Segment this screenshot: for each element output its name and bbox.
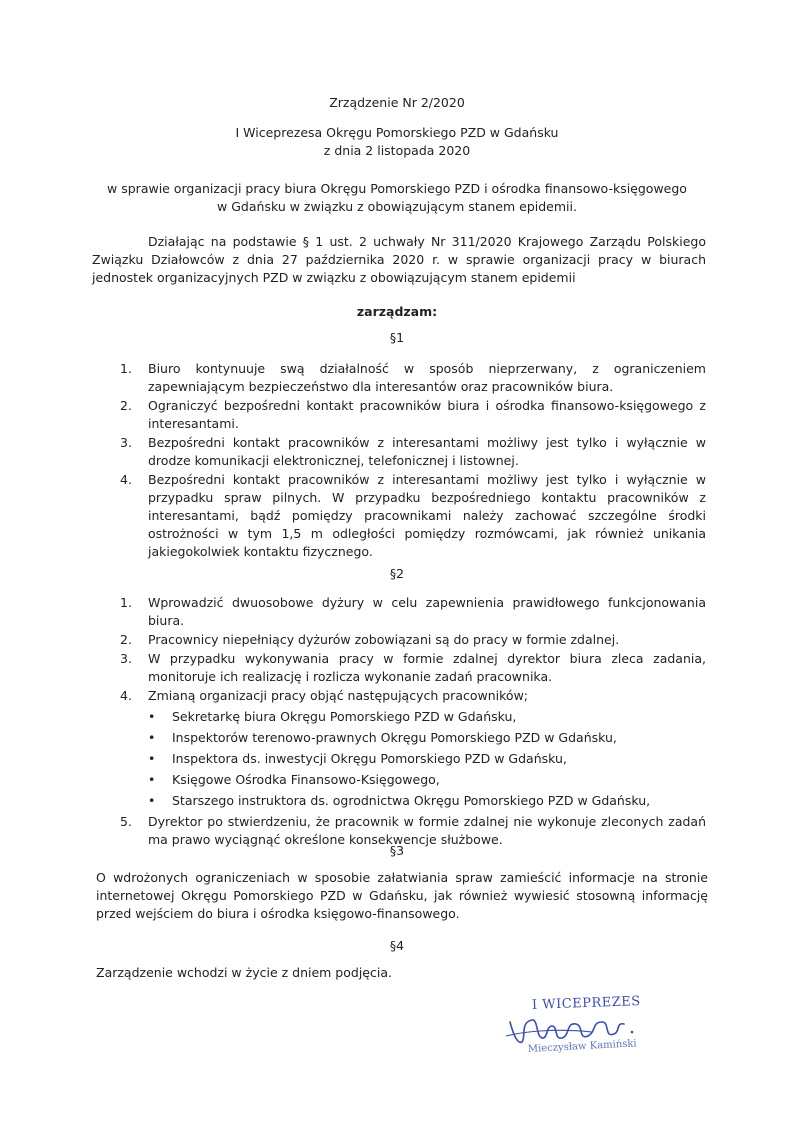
item-text: Bezpośredni kontakt pracowników z interesantami możliwy jest tylko i wyłącznie w przypadku spraw pilnych. W przypadku bezpośredniego kontaktu pracowników z interesantami, bądź pomiędzy pracownikami należy zachować szczególne środki ostrożności w tym 1,5 m odległości pomiędzy rozmówcami, jak również unikania jakiegokolwiek kontaktu fizycznego. — [148, 472, 706, 559]
section-heading-2: §2 — [389, 566, 405, 581]
section-1-list — [120, 360, 706, 562]
section-2-list — [120, 594, 706, 850]
bullet-item: • Sekretarkę biura Okręgu Pomorskiego PZD w Gdańsku, — [148, 708, 706, 726]
issuer-block — [0, 124, 794, 160]
preamble: Działając na podstawie § 1 ust. 2 uchwały Nr 311/2020 Krajowego Zarządu Polskiego Związku Działowców z dnia 27 października 2020 r. w sprawie organizacji pracy w biurach jednostek organizacyjnych PZD w związku z obowiązującym stanem epidemii — [92, 234, 706, 285]
section-heading-1: §1 — [389, 330, 405, 345]
list-item — [120, 434, 706, 470]
item-text: W przypadku wykonywania pracy w formie zdalnej dyrektor biura zleca zadania, monitoruje ich realizację i rozlicza wykonanie zadań pracownika. — [148, 651, 706, 684]
item-number: 1. — [120, 595, 132, 610]
list-item — [120, 687, 706, 810]
item-text: Zmianą organizacji pracy objąć następujących pracowników; — [148, 688, 528, 703]
section-heading-3: §3 — [389, 843, 405, 858]
subject-line: w Gdańsku w związku z obowiązującym stanem epidemii. — [217, 199, 577, 214]
section-3-text: O wdrożonych ograniczeniach w sposobie załatwiania spraw zamieścić informacje na stronie internetowej Okręgu Pomorskiego PZD w Gdańsku, jak również wywiesić stosowną informację przed wejściem do biura i ośrodka księgowo-finansowego. — [96, 870, 708, 921]
issue-date: z dnia 2 listopada 2020 — [323, 143, 471, 158]
bullet-item: • Starszego instruktora ds. ogrodnictwa Okręgu Pomorskiego PZD w Gdańsku, — [148, 792, 706, 810]
document-title: Zrządzenie Nr 2/2020 — [329, 95, 465, 110]
stamp-text: I WICEPREZES — [531, 994, 641, 1013]
list-item — [120, 631, 706, 649]
signature-stamp — [492, 992, 662, 1062]
item-number: 4. — [120, 688, 132, 703]
bullet-item: • Inspektora ds. inwestycji Okręgu Pomorskiego PZD w Gdańsku, — [148, 750, 706, 768]
item-text: Dyrektor po stwierdzeniu, że pracownik w formie zdalnej nie wykonuje zleconych zadań ma prawo wyciągnąć określone konsekwencje służbowe. — [148, 814, 706, 847]
list-item — [120, 650, 706, 686]
item-number: 2. — [120, 398, 132, 413]
employee-bullet-list — [148, 708, 706, 810]
list-item — [120, 360, 706, 396]
item-text: Ograniczyć bezpośredni kontakt pracowników biura i ośrodka finansowo-księgowego z interesantami. — [148, 398, 706, 431]
item-text: Bezpośredni kontakt pracowników z interesantami możliwy jest tylko i wyłącznie w drodze komunikacji elektronicznej, telefonicznej i listownej. — [148, 435, 706, 468]
issuer-line: I Wiceprezesa Okręgu Pomorskiego PZD w Gdańsku — [235, 125, 559, 140]
item-text: Pracownicy niepełniący dyżurów zobowiązani są do pracy w formie zdalnej. — [148, 632, 620, 647]
section-4-text: Zarządzenie wchodzi w życie z dniem podjęcia. — [96, 965, 392, 980]
item-text: Wprowadzić dwuosobowe dyżury w celu zapewnienia prawidłowego funkcjonowania biura. — [148, 595, 706, 628]
item-number: 3. — [120, 435, 132, 450]
bullet-item: • Księgowe Ośrodka Finansowo-Księgowego, — [148, 771, 706, 789]
item-number: 1. — [120, 361, 132, 376]
subject-line: w sprawie organizacji pracy biura Okręgu Pomorskiego PZD i ośrodka finansowo-księgowego — [107, 181, 687, 196]
list-item — [120, 397, 706, 433]
handwritten-signature — [492, 992, 662, 1062]
list-item — [120, 471, 706, 561]
item-number: 2. — [120, 632, 132, 647]
list-item — [120, 594, 706, 630]
decree-word: zarządzam: — [356, 304, 438, 319]
section-heading-4: §4 — [389, 938, 405, 953]
item-number: 4. — [120, 472, 132, 487]
bullet-item: • Inspektorów terenowo-prawnych Okręgu Pomorskiego PZD w Gdańsku, — [148, 729, 706, 747]
item-text: Biuro kontynuuje swą działalność w sposób nieprzerwany, z ograniczeniem zapewniającym bezpieczeństwo dla interesantów oraz pracowników biura. — [148, 361, 706, 394]
subject-block — [0, 180, 794, 216]
item-number: 3. — [120, 651, 132, 666]
item-number: 5. — [120, 814, 132, 829]
stamp-name: Mieczysław Kamiński — [527, 1038, 637, 1055]
